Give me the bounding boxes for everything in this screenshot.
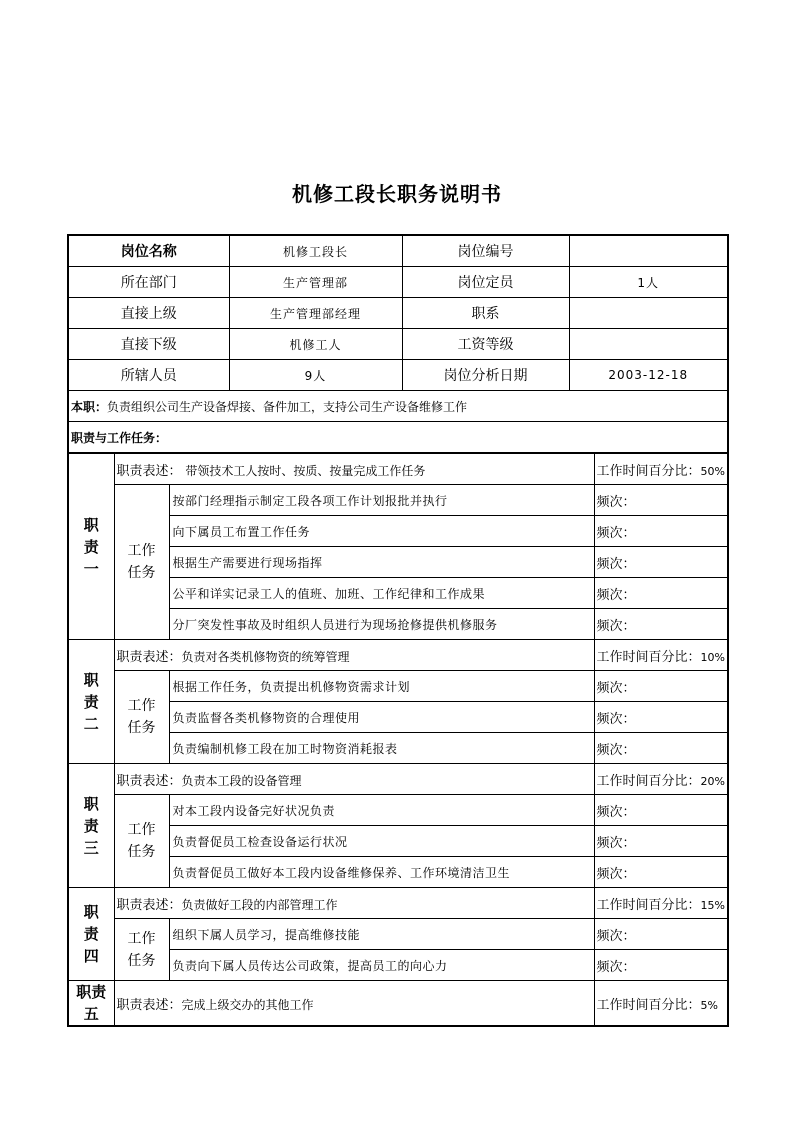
field-value: 1人 <box>569 267 728 298</box>
time-percent-value: 10% <box>700 650 725 664</box>
task-text: 根据工作任务，负责提出机修物资需求计划 <box>169 671 594 702</box>
task-text: 负责向下属人员传达公司政策，提高员工的向心力 <box>169 950 594 981</box>
time-percent-value: 20% <box>700 774 725 788</box>
task-text: 负责监督各类机修物资的合理使用 <box>169 702 594 733</box>
main-duty <box>68 391 728 422</box>
task-group-label: 工作任务 <box>114 919 169 981</box>
task-text: 分厂突发性事故及时组织人员进行为现场抢修提供机修服务 <box>169 609 594 640</box>
task-text: 对本工段内设备完好状况负责 <box>169 795 594 826</box>
field-value: 生产管理部 <box>229 267 402 298</box>
duty-desc-row <box>68 888 728 919</box>
time-percent-value: 15% <box>700 898 725 912</box>
task-text: 负责编制机修工段在加工时物资消耗报表 <box>169 733 594 764</box>
task-group-label: 工作任务 <box>114 795 169 888</box>
field-label: 所在部门 <box>68 267 229 298</box>
info-row <box>68 329 728 360</box>
time-percent-label: 工作时间百分比： <box>596 897 701 913</box>
task-group-label: 工作任务 <box>114 671 169 764</box>
duty-description <box>114 454 594 485</box>
task-row <box>68 485 728 516</box>
duty-description-text: 负责对各类机修物资的统筹管理 <box>181 649 350 664</box>
duty-description-prefix: 职责表述： <box>116 773 182 789</box>
time-percent-label: 工作时间百分比： <box>596 649 701 665</box>
field-label: 岗位定员 <box>402 267 569 298</box>
task-frequency: 频次： <box>594 609 728 640</box>
duties-header-label: 职责与工作任务： <box>71 430 168 445</box>
field-value: 机修工段长 <box>229 235 402 267</box>
duty-label-text: 职责四 <box>83 903 99 965</box>
field-label: 工资等级 <box>402 329 569 360</box>
task-frequency: 频次： <box>594 733 728 764</box>
duty-desc-row <box>68 981 728 1027</box>
task-frequency: 频次： <box>594 547 728 578</box>
field-value <box>569 235 728 267</box>
duty-description-text: 负责做好工段的内部管理工作 <box>181 897 338 912</box>
time-percent <box>594 454 728 485</box>
field-label: 岗位名称 <box>68 235 229 267</box>
task-frequency: 频次： <box>594 702 728 733</box>
main-duty-label: 本职： <box>71 399 108 414</box>
field-label: 所辖人员 <box>68 360 229 391</box>
duty-label-text: 职责二 <box>83 670 99 733</box>
task-frequency: 频次： <box>594 919 728 950</box>
field-label: 直接上级 <box>68 298 229 329</box>
duty-description-prefix: 职责表述： <box>116 463 182 479</box>
time-percent-label: 工作时间百分比： <box>596 773 701 789</box>
duty-label <box>68 888 114 981</box>
duty-description-prefix: 职责表述： <box>116 649 182 665</box>
duty-description <box>114 981 594 1027</box>
info-row <box>68 267 728 298</box>
time-percent <box>594 640 728 671</box>
task-row <box>68 671 728 702</box>
time-percent-value: 50% <box>700 464 725 478</box>
main-duty-text: 负责组织公司生产设备焊接、备件加工，支持公司生产设备维修工作 <box>107 399 468 414</box>
field-label: 岗位分析日期 <box>402 360 569 391</box>
task-frequency: 频次： <box>594 578 728 609</box>
task-text: 负责督促员工检查设备运行状况 <box>169 826 594 857</box>
duty-label-text: 职责五 <box>76 983 107 1023</box>
duty-desc-row <box>68 764 728 795</box>
task-text: 按部门经理指示制定工段各项工作计划报批并执行 <box>169 485 594 516</box>
duty-desc-row <box>68 454 728 485</box>
task-text: 组织下属人员学习，提高维修技能 <box>169 919 594 950</box>
duty-desc-row <box>68 640 728 671</box>
task-frequency: 频次： <box>594 485 728 516</box>
task-frequency: 频次： <box>594 826 728 857</box>
field-label: 直接下级 <box>68 329 229 360</box>
duty-label-text: 职责三 <box>83 794 99 857</box>
duty-description <box>114 888 594 919</box>
task-text: 公平和详实记录工人的值班、加班、工作纪律和工作成果 <box>169 578 594 609</box>
field-label: 职系 <box>402 298 569 329</box>
task-text: 负责督促员工做好本工段内设备维修保养、工作环境清洁卫生 <box>169 857 594 888</box>
task-group-label: 工作任务 <box>114 485 169 640</box>
info-row <box>68 298 728 329</box>
task-row <box>68 795 728 826</box>
duties-table <box>67 453 729 1027</box>
duty-description-text: 带领技术工人按时、按质、按量完成工作任务 <box>181 463 426 478</box>
duty-description-prefix: 职责表述： <box>116 997 182 1013</box>
time-percent <box>594 764 728 795</box>
task-frequency: 频次： <box>594 795 728 826</box>
duty-label <box>68 640 114 764</box>
duty-description-text: 负责本工段的设备管理 <box>181 773 302 788</box>
duty-description <box>114 640 594 671</box>
time-percent <box>594 981 728 1027</box>
position-info-table <box>67 234 729 454</box>
info-row <box>68 235 728 267</box>
time-percent <box>594 888 728 919</box>
duty-label-text: 职责一 <box>83 515 99 578</box>
duties-header <box>68 422 728 454</box>
field-value <box>569 298 728 329</box>
task-text: 向下属员工布置工作任务 <box>169 516 594 547</box>
task-frequency: 频次： <box>594 516 728 547</box>
duty-description <box>114 764 594 795</box>
document-title: 机修工段长职务说明书 <box>292 182 502 206</box>
time-percent-value: 5% <box>700 998 718 1012</box>
task-frequency: 频次： <box>594 857 728 888</box>
time-percent-label: 工作时间百分比： <box>596 997 701 1013</box>
duty-description-text: 完成上级交办的其他工作 <box>181 997 314 1012</box>
field-value: 9人 <box>229 360 402 391</box>
field-value <box>569 329 728 360</box>
field-label: 岗位编号 <box>402 235 569 267</box>
task-row <box>68 919 728 950</box>
task-frequency: 频次： <box>594 950 728 981</box>
task-text: 根据生产需要进行现场指挥 <box>169 547 594 578</box>
field-value: 生产管理部经理 <box>229 298 402 329</box>
task-frequency: 频次： <box>594 671 728 702</box>
time-percent-label: 工作时间百分比： <box>596 463 701 479</box>
info-row <box>68 360 728 391</box>
duty-label <box>68 981 114 1027</box>
field-value: 机修工人 <box>229 329 402 360</box>
duty-label <box>68 454 114 640</box>
duty-label <box>68 764 114 888</box>
field-value: 2003-12-18 <box>569 360 728 391</box>
duty-description-prefix: 职责表述： <box>116 897 182 913</box>
